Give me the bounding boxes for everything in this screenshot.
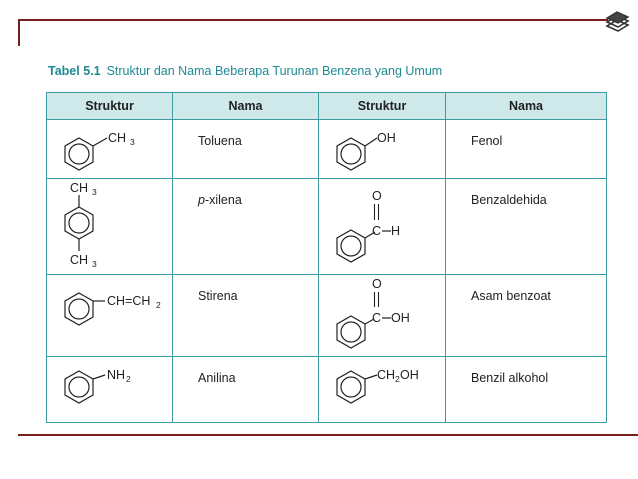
table-row bbox=[47, 179, 607, 275]
header-struktur: Struktur bbox=[319, 93, 446, 120]
oxygen-label: O bbox=[372, 277, 382, 291]
carbon-label: C bbox=[372, 224, 382, 238]
left-accent-line bbox=[18, 19, 20, 46]
table-row bbox=[47, 120, 607, 179]
substituent-subscript: 3 bbox=[130, 137, 135, 147]
compound-name: Benzil alkohol bbox=[446, 357, 607, 423]
compound-name: Asam benzoat bbox=[446, 275, 607, 357]
hydrogen-label: H bbox=[391, 224, 401, 238]
toluene-structure bbox=[47, 120, 171, 177]
name-prefix: p bbox=[198, 193, 205, 207]
carbon-label: C bbox=[372, 311, 382, 325]
bottom-divider bbox=[18, 434, 638, 436]
structure-cell bbox=[319, 179, 446, 275]
top-substituent-label: CH bbox=[70, 181, 89, 195]
structure-cell bbox=[319, 357, 446, 423]
benzoic-acid-structure bbox=[319, 275, 444, 355]
aniline-structure bbox=[47, 357, 171, 421]
structure-cell bbox=[319, 120, 446, 179]
compound-name bbox=[173, 179, 319, 275]
table-caption bbox=[48, 64, 442, 78]
header-struktur: Struktur bbox=[47, 93, 173, 120]
table-row bbox=[47, 275, 607, 357]
table-row bbox=[47, 357, 607, 423]
structure-cell bbox=[47, 357, 173, 423]
substituent-label: CH bbox=[377, 368, 396, 382]
p-xylene-structure bbox=[47, 179, 171, 273]
compound-name: Stirena bbox=[173, 275, 319, 357]
benzene-derivatives-table bbox=[46, 92, 607, 423]
benzaldehyde-structure bbox=[319, 179, 444, 273]
header-nama: Nama bbox=[446, 93, 607, 120]
substituent-label: OH bbox=[377, 131, 396, 145]
benzyl-alcohol-structure bbox=[319, 357, 444, 421]
structure-cell bbox=[47, 120, 173, 179]
phenol-structure bbox=[319, 120, 444, 177]
top-substituent-subscript: 3 bbox=[92, 187, 97, 197]
substituent-label: NH bbox=[107, 368, 126, 382]
table-number: Tabel 5.1 bbox=[48, 64, 101, 78]
hydroxyl-label: OH bbox=[391, 311, 410, 325]
substituent-label: CH bbox=[108, 131, 127, 145]
oxygen-label: O bbox=[372, 189, 382, 203]
substituent-label: CH=CH bbox=[107, 294, 151, 308]
styrene-structure bbox=[47, 275, 171, 355]
table-title: Struktur dan Nama Beberapa Turunan Benzena yang Umum bbox=[106, 64, 443, 78]
books-icon bbox=[604, 10, 630, 34]
structure-cell bbox=[47, 275, 173, 357]
substituent-subscript: 2 bbox=[126, 374, 131, 384]
bottom-substituent-label: CH bbox=[70, 253, 89, 267]
structure-cell bbox=[319, 275, 446, 357]
substituent-subscript: 2 bbox=[156, 300, 161, 310]
structure-cell bbox=[47, 179, 173, 275]
bottom-substituent-subscript: 3 bbox=[92, 259, 97, 269]
compound-name: Toluena bbox=[173, 120, 319, 179]
compound-name: Benzaldehida bbox=[446, 179, 607, 275]
name-rest: -xilena bbox=[204, 193, 242, 207]
substituent-subscript: 2 bbox=[395, 374, 400, 384]
substituent-label-end: OH bbox=[400, 368, 419, 382]
compound-name: Anilina bbox=[173, 357, 319, 423]
table-header-row bbox=[47, 93, 607, 120]
header-nama: Nama bbox=[173, 93, 319, 120]
compound-name: Fenol bbox=[446, 120, 607, 179]
top-divider bbox=[18, 19, 608, 21]
